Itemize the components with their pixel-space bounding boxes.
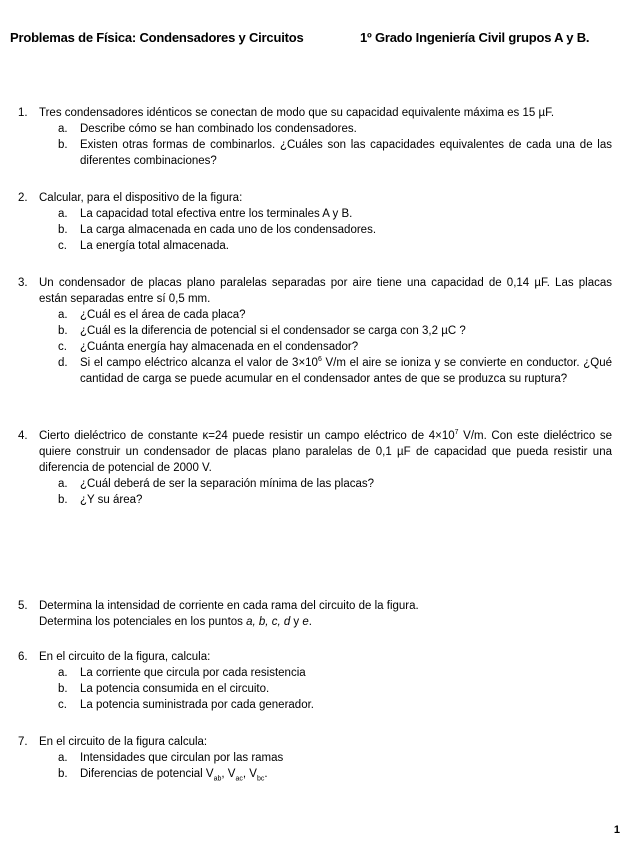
problem-number: 6.	[18, 651, 28, 663]
item-text: La potencia consumida en el circuito.	[80, 683, 270, 695]
problem-statement: En el circuito de la figura, calcula:	[39, 651, 211, 663]
problem-1	[18, 105, 612, 169]
problem-statement: En el circuito de la figura calcula:	[39, 736, 208, 748]
item-text: Describe cómo se han combinado los condensadores.	[80, 123, 357, 135]
item-text: Diferencias de potencial $V_{ab}$, $V_{ac}$, $V_{bc}$.	[80, 768, 268, 783]
item-text: Existen otras formas de combinarlos. ¿Cuáles son las capacidades equivalentes de cada una de las diferentes combinaciones?	[80, 139, 612, 167]
item-text: ¿Cuál es el área de cada placa?	[80, 309, 246, 321]
item-letter: a.	[58, 309, 68, 321]
item-letter: b.	[58, 683, 68, 695]
item-text: ¿Cuánta energía hay almacenada en el condensador?	[80, 341, 359, 353]
item-letter: b.	[58, 139, 68, 151]
item-text: Si el campo eléctrico alcanza el valor de $3\times 10^6$ V/m el aire se ioniza y se convierte en conductor. ¿Qué cantidad de carga se puede acumular en el condensador antes de que se produzca su ruptura?	[80, 356, 612, 385]
problem-number: 3.	[18, 277, 28, 289]
item-letter: a.	[58, 752, 68, 764]
item-letter: b.	[58, 224, 68, 236]
item-text: La carga almacenada en cada uno de los condensadores.	[80, 224, 377, 236]
problem-7	[18, 734, 612, 782]
item-letter: b.	[58, 325, 68, 337]
item-letter: c.	[58, 240, 67, 252]
problem-2	[18, 190, 612, 254]
problem-5	[18, 598, 612, 630]
item-letter: a.	[58, 208, 68, 220]
item-text: La capacidad total efectiva entre los terminales A y B.	[80, 208, 353, 220]
item-letter: a.	[58, 667, 68, 679]
item-letter: c.	[58, 341, 67, 353]
item-text: ¿Y su área?	[80, 494, 143, 506]
item-letter: b.	[58, 768, 68, 780]
problem-number: 1.	[18, 107, 28, 119]
problem-number: 5.	[18, 600, 28, 612]
problem-statement: Un condensador de placas plano paralelas separadas por aire tiene una capacidad de 0,14 µF. Las placas están separadas entre sí 0,5 mm.	[39, 277, 612, 305]
item-text: La energía total almacenada.	[80, 240, 229, 252]
header-course: 1º Grado Ingeniería Civil grupos A y B.	[360, 30, 590, 45]
item-text: Intensidades que circulan por las ramas	[80, 752, 284, 764]
problem-statement: Tres condensadores idénticos se conectan de modo que su capacidad equivalente máxima es 15 µF.	[39, 107, 555, 119]
item-text: ¿Cuál es la diferencia de potencial si el condensador se carga con 3,2 µC ?	[80, 325, 466, 337]
problem-number: 7.	[18, 736, 28, 748]
problem-statement: Cierto dieléctrico de constante κ=24 puede resistir un campo eléctrico de $4\times 10^7$ V/m. Con este dieléctrico se quiere construir un condensador de placas plano paralelas de 0,1 µF de capacidad que pueda resistir una diferencia de potencial de 2000 V.	[39, 429, 612, 474]
problem-6	[18, 649, 612, 713]
item-text: La potencia suministrada por cada generador.	[80, 699, 314, 711]
item-letter: d.	[58, 357, 68, 369]
problem-4	[18, 428, 612, 508]
page-number: 1	[613, 824, 620, 836]
problem-3	[18, 275, 612, 387]
item-letter: a.	[58, 478, 68, 490]
problem-number: 2.	[18, 192, 28, 204]
item-letter: a.	[58, 123, 68, 135]
item-text: ¿Cuál deberá de ser la separación mínima de las placas?	[80, 478, 375, 490]
item-letter: b.	[58, 494, 68, 506]
problem-statement: Determina la intensidad de corriente en cada rama del circuito de la figura. Determina los potenciales en los puntos a, b, c, d y e.	[39, 600, 419, 628]
problem-number: 4.	[18, 430, 28, 442]
item-letter: c.	[58, 699, 67, 711]
problem-statement: Calcular, para el dispositivo de la figura:	[39, 192, 243, 204]
item-text: La corriente que circula por cada resistencia	[80, 667, 306, 679]
header-title: Problemas de Física: Condensadores y Circuitos	[10, 30, 304, 45]
